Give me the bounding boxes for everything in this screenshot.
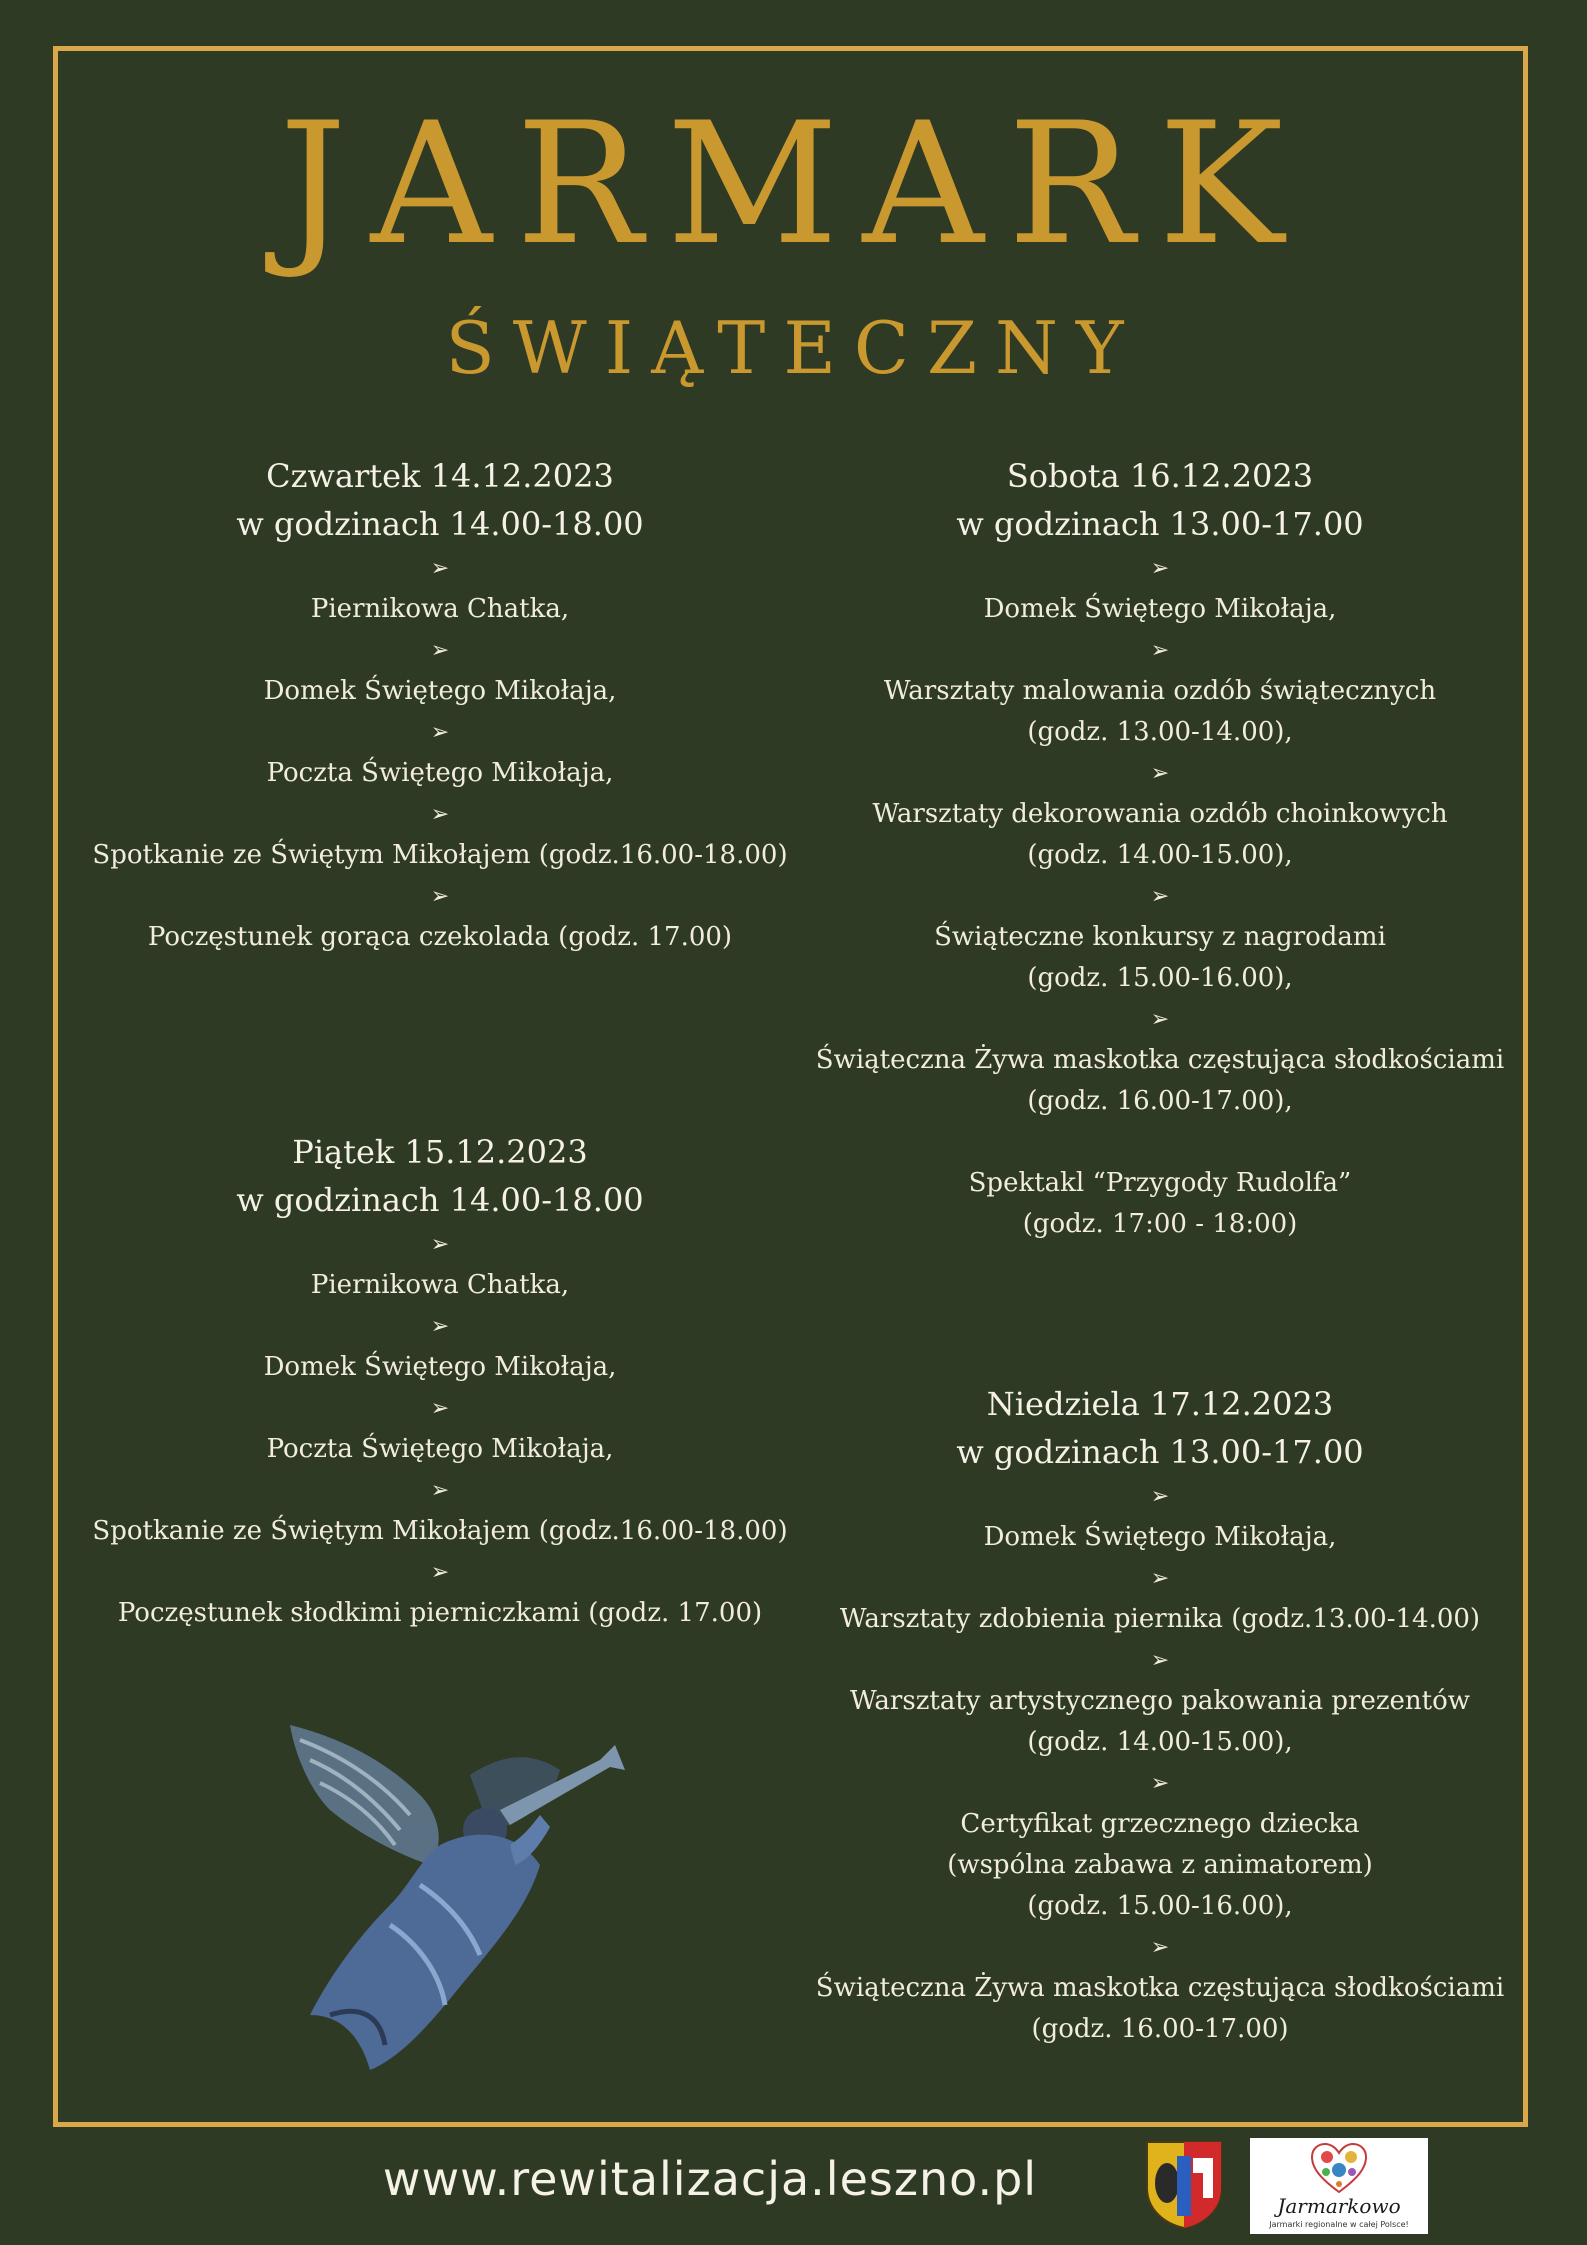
poster-subtitle: ŚWIĄTECZNY <box>445 306 1142 390</box>
logo-tagline: Jarmarki regionalne w całej Polsce! <box>1269 2220 1409 2229</box>
list-item: Domek Świętego Mikołaja, <box>983 594 1337 624</box>
list-item: Certyfikat grzecznego dziecka <box>960 1809 1360 1839</box>
arrow-bullet-icon: ➢ <box>1150 761 1170 786</box>
list-item-time: (godz. 16.00-17.00), <box>1027 1086 1293 1116</box>
day-hours: w godzinach 14.00-18.00 <box>236 505 644 543</box>
jarmarkowo-logo <box>1250 2138 1428 2234</box>
day-hours: w godzinach 13.00-17.00 <box>956 1433 1364 1471</box>
list-item-time: (godz. 17:00 - 18:00) <box>1022 1209 1298 1239</box>
schedule-friday <box>70 1128 810 1634</box>
poster-title: JARMARK <box>279 86 1308 282</box>
arrow-bullet-icon: ➢ <box>430 720 450 745</box>
arrow-bullet-icon: ➢ <box>430 1314 450 1339</box>
list-item: Świąteczna Żywa maskotka częstująca słodkościami <box>815 1973 1505 2003</box>
arrow-bullet-icon: ➢ <box>430 1396 450 1421</box>
list-item: Piernikowa Chatka, <box>310 1270 570 1300</box>
list-item: Świąteczna Żywa maskotka częstująca słodkościami <box>815 1045 1505 1075</box>
arrow-bullet-icon: ➢ <box>1150 884 1170 909</box>
arrow-bullet-icon: ➢ <box>430 1478 450 1503</box>
day-heading: Czwartek 14.12.2023 <box>266 457 614 495</box>
arrow-bullet-icon: ➢ <box>430 556 450 581</box>
list-item: Domek Świętego Mikołaja, <box>263 1352 617 1382</box>
list-item: Warsztaty dekorowania ozdób choinkowych <box>872 799 1448 829</box>
arrow-bullet-icon: ➢ <box>1150 1771 1170 1796</box>
list-item: Poczta Świętego Mikołaja, <box>266 758 614 788</box>
arrow-bullet-icon: ➢ <box>430 802 450 827</box>
list-item: Warsztaty zdobienia piernika (godz.13.00-14.00) <box>839 1604 1481 1634</box>
list-item-note: (wspólna zabawa z animatorem) <box>947 1850 1373 1880</box>
list-item-time: (godz. 15.00-16.00), <box>1027 963 1293 993</box>
schedule-sunday <box>790 1380 1530 2050</box>
folk-heart-icon <box>1310 2142 1368 2194</box>
list-item-time: (godz. 16.00-17.00) <box>1031 2014 1289 2044</box>
day-hours: w godzinach 14.00-18.00 <box>236 1181 644 1219</box>
logo-name: Jarmarkowo <box>1277 2194 1401 2218</box>
day-heading: Sobota 16.12.2023 <box>1006 457 1314 495</box>
arrow-bullet-icon: ➢ <box>430 1560 450 1585</box>
arrow-bullet-icon: ➢ <box>1150 1566 1170 1591</box>
schedule-thursday <box>70 452 810 958</box>
list-item: Świąteczne konkursy z nagrodami <box>934 922 1386 952</box>
arrow-bullet-icon: ➢ <box>1150 1484 1170 1509</box>
list-item: Spektakl “Przygody Rudolfa” <box>968 1168 1352 1198</box>
day-hours: w godzinach 13.00-17.00 <box>956 505 1364 543</box>
list-item-time: (godz. 14.00-15.00), <box>1027 840 1293 870</box>
list-item: Spotkanie ze Świętym Mikołajem (godz.16.00-18.00) <box>92 1516 788 1546</box>
arrow-bullet-icon: ➢ <box>430 1232 450 1257</box>
arrow-bullet-icon: ➢ <box>1150 1648 1170 1673</box>
list-item: Poczta Świętego Mikołaja, <box>266 1434 614 1464</box>
arrow-bullet-icon: ➢ <box>430 884 450 909</box>
list-item: Domek Świętego Mikołaja, <box>983 1522 1337 1552</box>
arrow-bullet-icon: ➢ <box>1150 1007 1170 1032</box>
list-item: Domek Świętego Mikołaja, <box>263 676 617 706</box>
day-heading: Piątek 15.12.2023 <box>292 1133 588 1171</box>
list-item: Piernikowa Chatka, <box>310 594 570 624</box>
list-item: Poczęstunek słodkimi pierniczkami (godz. 17.00) <box>117 1598 763 1628</box>
list-item: Warsztaty artystycznego pakowania prezentów <box>849 1686 1471 1716</box>
list-item: Warsztaty malowania ozdób świątecznych <box>883 676 1437 706</box>
list-item-time: (godz. 14.00-15.00), <box>1027 1727 1293 1757</box>
list-item-time: (godz. 13.00-14.00), <box>1027 717 1293 747</box>
list-item-time: (godz. 15.00-16.00), <box>1027 1891 1293 1921</box>
list-item: Spotkanie ze Świętym Mikołajem (godz.16.00-18.00) <box>92 840 788 870</box>
day-heading: Niedziela 17.12.2023 <box>986 1385 1334 1423</box>
footer-url-link[interactable]: www.rewitalizacja.leszno.pl <box>382 2152 1038 2206</box>
schedule-saturday <box>790 452 1530 1245</box>
angel-trumpet-icon <box>270 1715 650 2075</box>
arrow-bullet-icon: ➢ <box>1150 556 1170 581</box>
city-crest-icon <box>1143 2138 1225 2230</box>
arrow-bullet-icon: ➢ <box>430 638 450 663</box>
arrow-bullet-icon: ➢ <box>1150 638 1170 663</box>
arrow-bullet-icon: ➢ <box>1150 1935 1170 1960</box>
list-item: Poczęstunek gorąca czekolada (godz. 17.00) <box>147 922 733 952</box>
